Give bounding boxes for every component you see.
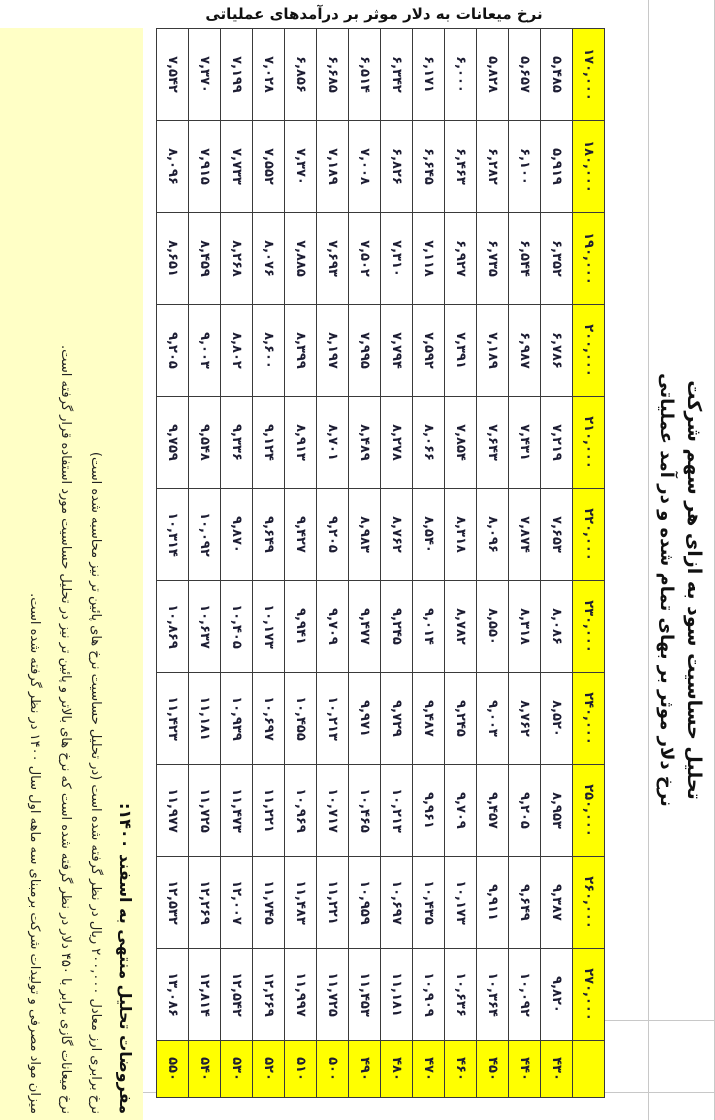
table-cell: ۹,۶۴۹	[509, 857, 541, 949]
table-cell: ۱۰,۶۳۷	[189, 581, 221, 673]
table-cell: ۱۱,۲۲۱	[253, 765, 285, 857]
table-cell: ۵,۸۲۸	[477, 29, 509, 121]
column-header: ۱۷۰,۰۰۰	[573, 29, 605, 121]
table-cell: ۸,۰۶۶	[413, 397, 445, 489]
row-header: ۴۸۰	[381, 1041, 413, 1098]
table-cell: ۱۰,۹۰۹	[413, 949, 445, 1041]
table-cell: ۱۰,۲۱۳	[317, 673, 349, 765]
table-cell: ۶,۰۰۰	[445, 29, 477, 121]
table-cell: ۷,۷۳۳	[221, 121, 253, 213]
table-cell: ۹,۹۱۱	[477, 857, 509, 949]
column-header: ۲۰۰,۰۰۰	[573, 305, 605, 397]
table-cell: ۷,۹۹۵	[349, 305, 381, 397]
table-cell: ۷,۸۵۴	[445, 397, 477, 489]
row-header: ۴۵۰	[477, 1041, 509, 1098]
table-cell: ۸,۳۱۸	[445, 489, 477, 581]
column-header: ۲۴۰,۰۰۰	[573, 673, 605, 765]
table-cell: ۷,۰۰۸	[349, 121, 381, 213]
table-cell: ۱۲,۵۴۲	[221, 949, 253, 1041]
table-cell: ۸,۹۵۳	[541, 765, 573, 857]
assumption-note-3: میزان مواد مصرفی و تولیدات شرکت برمبنای سه ماهه اول سال ۱۴۰۰ در نظر گرفته شده است.	[27, 593, 42, 1114]
table-cell: ۹,۳۸۷	[541, 857, 573, 949]
table-cell: ۱۰,۹۳۹	[221, 673, 253, 765]
table-cell: ۱۲,۰۰۷	[221, 857, 253, 949]
table-row	[413, 29, 445, 1098]
table-cell: ۵,۹۱۹	[541, 121, 573, 213]
table-row	[349, 29, 381, 1098]
table-cell: ۸,۶۰۰	[253, 305, 285, 397]
table-cell: ۹,۷۰۹	[445, 765, 477, 857]
sheet-subtitle: نرخ دلار موثر بر بهای تمام شده و در آمد عملیاتی	[656, 373, 677, 807]
table-cell: ۹,۹۷۱	[349, 673, 381, 765]
table-cell: ۱۱,۹۷۷	[157, 765, 189, 857]
table-cell: ۹,۴۸۷	[413, 673, 445, 765]
table-cell: ۸,۰۹۶	[157, 121, 189, 213]
table-cell: ۹,۷۵۹	[157, 397, 189, 489]
table-cell: ۷,۳۹۱	[445, 305, 477, 397]
column-header: ۲۲۰,۰۰۰	[573, 489, 605, 581]
table-cell: ۸,۲۶۸	[221, 213, 253, 305]
column-header: ۱۹۰,۰۰۰	[573, 213, 605, 305]
table-cell: ۹,۸۷۰	[221, 489, 253, 581]
table-cell: ۶,۱۰۰	[509, 121, 541, 213]
table-row	[189, 29, 221, 1098]
table-cell: ۹,۹۴۱	[285, 581, 317, 673]
row-header: ۵۴۰	[189, 1041, 221, 1098]
table-cell: ۸,۳۱۸	[509, 581, 541, 673]
table-cell: ۷,۵۴۲	[157, 29, 189, 121]
table-cell: ۱۰,۴۳۵	[413, 857, 445, 949]
row-axis-label-area	[143, 0, 605, 28]
table-cell: ۵,۶۵۷	[509, 29, 541, 121]
table-cell: ۶,۶۸۵	[317, 29, 349, 121]
table-cell: ۸,۷۶۲	[509, 673, 541, 765]
table-cell: ۷,۳۱۰	[381, 213, 413, 305]
table-row	[221, 29, 253, 1098]
table-cell: ۸,۹۱۳	[285, 397, 317, 489]
row-axis-label: نرخ میعانات به دلار موثر بر درآمدهای عملیاتی	[205, 5, 543, 23]
row-header: ۵۰۰	[317, 1041, 349, 1098]
row-header: ۵۵۰	[157, 1041, 189, 1098]
table-cell: ۱۰,۱۷۳	[253, 581, 285, 673]
table-row	[541, 29, 573, 1098]
table-cell: ۸,۲۷۸	[381, 397, 413, 489]
table-cell: ۹,۵۴۸	[189, 397, 221, 489]
table-cell: ۹,۳۳۶	[221, 397, 253, 489]
table-cell: ۷,۲۱۹	[541, 397, 573, 489]
table-cell: ۱۱,۷۴۵	[253, 857, 285, 949]
table-cell: ۶,۴۶۳	[445, 121, 477, 213]
row-header: ۴۶۰	[445, 1041, 477, 1098]
table-cell: ۷,۰۲۸	[253, 29, 285, 121]
table-cell: ۱۲,۸۱۴	[189, 949, 221, 1041]
table-row	[509, 29, 541, 1098]
table-cell: ۸,۹۸۳	[349, 489, 381, 581]
table-cell: ۱۰,۸۶۹	[157, 581, 189, 673]
table-cell: ۱۳,۰۸۶	[157, 949, 189, 1041]
column-header: ۲۳۰,۰۰۰	[573, 581, 605, 673]
table-cell: ۹,۲۴۵	[445, 673, 477, 765]
table-cell: ۱۲,۵۳۲	[157, 857, 189, 949]
table-cell: ۱۰,۰۹۲	[509, 949, 541, 1041]
table-cell: ۶,۲۸۲	[477, 121, 509, 213]
table-cell: ۹,۴۲۷	[285, 489, 317, 581]
table-cell: ۸,۷۰۱	[317, 397, 349, 489]
table-cell: ۹,۶۴۹	[253, 489, 285, 581]
table-cell: ۱۰,۹۶۹	[285, 765, 317, 857]
table-row	[157, 29, 189, 1098]
row-header: ۴۷۰	[413, 1041, 445, 1098]
table-cell: ۷,۵۵۲	[253, 121, 285, 213]
table-header-row	[573, 29, 605, 1098]
table-cell: ۹,۷۰۹	[317, 581, 349, 673]
table-cell: ۸,۴۵۹	[189, 213, 221, 305]
table-cell: ۶,۹۸۷	[509, 305, 541, 397]
table-cell: ۶,۹۲۷	[445, 213, 477, 305]
table-cell: ۱۰,۶۹۷	[381, 857, 413, 949]
column-header: ۲۱۰,۰۰۰	[573, 397, 605, 489]
table-cell: ۷,۱۹۹	[221, 29, 253, 121]
table-cell: ۹,۹۶۱	[413, 765, 445, 857]
table-cell: ۶,۵۱۴	[349, 29, 381, 121]
table-cell: ۱۰,۴۵۵	[285, 673, 317, 765]
table-cell: ۱۱,۹۹۷	[285, 949, 317, 1041]
table-cell: ۱۱,۱۸۱	[381, 949, 413, 1041]
row-header: ۵۱۰	[285, 1041, 317, 1098]
table-cell: ۶,۳۴۲	[381, 29, 413, 121]
table-cell: ۱۰,۳۱۴	[157, 489, 189, 581]
table-cell: ۸,۳۹۹	[285, 305, 317, 397]
row-header: ۵۳۰	[221, 1041, 253, 1098]
assumptions-panel	[0, 28, 143, 1120]
gridline	[648, 0, 649, 1120]
table-cell: ۶,۳۵۲	[541, 213, 573, 305]
table-cell: ۱۰,۰۹۲	[189, 489, 221, 581]
table-cell: ۶,۸۵۶	[285, 29, 317, 121]
sensitivity-table	[156, 28, 605, 1098]
table-cell: ۸,۵۴۰	[413, 489, 445, 581]
table-cell: ۷,۴۳۱	[509, 397, 541, 489]
table-row	[381, 29, 413, 1098]
table-cell: ۹,۰۰۳	[477, 673, 509, 765]
table-cell: ۹,۲۰۵	[157, 305, 189, 397]
table-cell: ۷,۱۱۸	[413, 213, 445, 305]
column-header: ۱۸۰,۰۰۰	[573, 121, 605, 213]
table-cell: ۹,۲۰۵	[509, 765, 541, 857]
table-cell: ۷,۱۸۹	[317, 121, 349, 213]
assumption-note-2: نرخ میعانات گازی برابر با ۴۵۰ دلار در نظر گرفته شده است که نرخ های بالاتر و پائین تر نیز در تحلیل حساسیت مورد استفاده قرار گرفته است.	[58, 345, 73, 1114]
table-cell: ۱۱,۴۸۳	[285, 857, 317, 949]
table-cell: ۷,۸۷۴	[509, 489, 541, 581]
table-cell: ۱۰,۱۷۳	[445, 857, 477, 949]
table-cell: ۷,۶۹۳	[317, 213, 349, 305]
table-cell: ۷,۳۷۰	[189, 29, 221, 121]
table-cell: ۶,۷۸۶	[541, 305, 573, 397]
table-cell: ۸,۶۵۱	[157, 213, 189, 305]
row-header: ۵۲۰	[253, 1041, 285, 1098]
table-cell: ۱۱,۴۷۳	[221, 765, 253, 857]
table-cell: ۸,۰۸۶	[541, 581, 573, 673]
table-cell: ۷,۶۴۳	[477, 397, 509, 489]
table-row	[285, 29, 317, 1098]
table-cell: ۵,۴۸۵	[541, 29, 573, 121]
table-cell: ۹,۷۲۹	[381, 673, 413, 765]
table-row	[317, 29, 349, 1098]
table-corner-cell	[573, 1041, 605, 1098]
table-cell: ۱۰,۷۱۷	[317, 765, 349, 857]
row-header: ۴۴۰	[509, 1041, 541, 1098]
row-header: ۴۳۰	[541, 1041, 573, 1098]
table-cell: ۸,۷۶۲	[381, 489, 413, 581]
table-cell: ۸,۰۷۶	[253, 213, 285, 305]
table-cell: ۸,۷۸۲	[445, 581, 477, 673]
table-cell: ۸,۵۵۰	[477, 581, 509, 673]
table-cell: ۷,۸۸۵	[285, 213, 317, 305]
table-cell: ۸,۴۸۹	[349, 397, 381, 489]
table-cell: ۱۱,۲۲۱	[317, 857, 349, 949]
table-cell: ۸,۰۹۶	[477, 489, 509, 581]
table-cell: ۱۰,۹۵۹	[349, 857, 381, 949]
table-cell: ۱۰,۴۰۵	[221, 581, 253, 673]
table-cell: ۷,۵۰۲	[349, 213, 381, 305]
table-cell: ۹,۲۰۵	[317, 489, 349, 581]
column-header: ۲۷۰,۰۰۰	[573, 949, 605, 1041]
sheet-title: تحلیل حساسیت سود به ازای هر سهم شرکت	[683, 380, 705, 800]
table-cell: ۱۰,۲۱۳	[381, 765, 413, 857]
table-cell: ۷,۹۱۵	[189, 121, 221, 213]
table-cell: ۸,۵۲۰	[541, 673, 573, 765]
table-cell: ۶,۸۲۶	[381, 121, 413, 213]
column-header: ۲۵۰,۰۰۰	[573, 765, 605, 857]
table-cell: ۷,۶۵۳	[541, 489, 573, 581]
table-cell: ۱۰,۴۶۵	[349, 765, 381, 857]
table-cell: ۱۰,۶۳۶	[445, 949, 477, 1041]
table-cell: ۱۲,۲۶۹	[253, 949, 285, 1041]
table-cell: ۹,۸۲۰	[541, 949, 573, 1041]
table-row	[253, 29, 285, 1098]
table-cell: ۹,۲۴۵	[381, 581, 413, 673]
table-cell: ۱۱,۷۲۵	[189, 765, 221, 857]
table-cell: ۱۲,۲۶۹	[189, 857, 221, 949]
table-cell: ۶,۷۳۵	[477, 213, 509, 305]
table-cell: ۹,۴۷۷	[349, 581, 381, 673]
table-row	[445, 29, 477, 1098]
assumptions-title: مفروضات تحلیل منتهی به اسفند ۱۴۰۰:	[116, 802, 135, 1114]
table-cell: ۹,۴۵۷	[477, 765, 509, 857]
column-header: ۲۶۰,۰۰۰	[573, 857, 605, 949]
table-cell: ۶,۵۴۴	[509, 213, 541, 305]
table-cell: ۱۰,۶۹۷	[253, 673, 285, 765]
table-cell: ۶,۶۴۵	[413, 121, 445, 213]
row-header: ۴۹۰	[349, 1041, 381, 1098]
table-cell: ۹,۰۱۴	[413, 581, 445, 673]
table-cell: ۸,۱۹۷	[317, 305, 349, 397]
table-cell: ۱۱,۴۵۳	[349, 949, 381, 1041]
table-cell: ۷,۱۸۹	[477, 305, 509, 397]
table-cell: ۷,۵۹۲	[413, 305, 445, 397]
table-cell: ۶,۱۷۱	[413, 29, 445, 121]
table-cell: ۷,۷۹۴	[381, 305, 413, 397]
table-cell: ۱۱,۷۲۵	[317, 949, 349, 1041]
table-cell: ۱۰,۳۶۴	[477, 949, 509, 1041]
table-cell: ۸,۸۰۲	[221, 305, 253, 397]
table-cell: ۷,۳۷۰	[285, 121, 317, 213]
assumption-note-1: نرخ برابری ارز معادل ۲۰۰,۰۰۰ ریال در نظر گرفته شده است (در تحلیل حساسیت نرخ های پائین تر نیز محاسبه شده است)	[88, 451, 103, 1114]
table-cell: ۹,۰۰۳	[189, 305, 221, 397]
table-cell: ۹,۱۲۴	[253, 397, 285, 489]
table-cell: ۱۱,۴۲۳	[157, 673, 189, 765]
table-row	[477, 29, 509, 1098]
table-cell: ۱۱,۱۸۱	[189, 673, 221, 765]
